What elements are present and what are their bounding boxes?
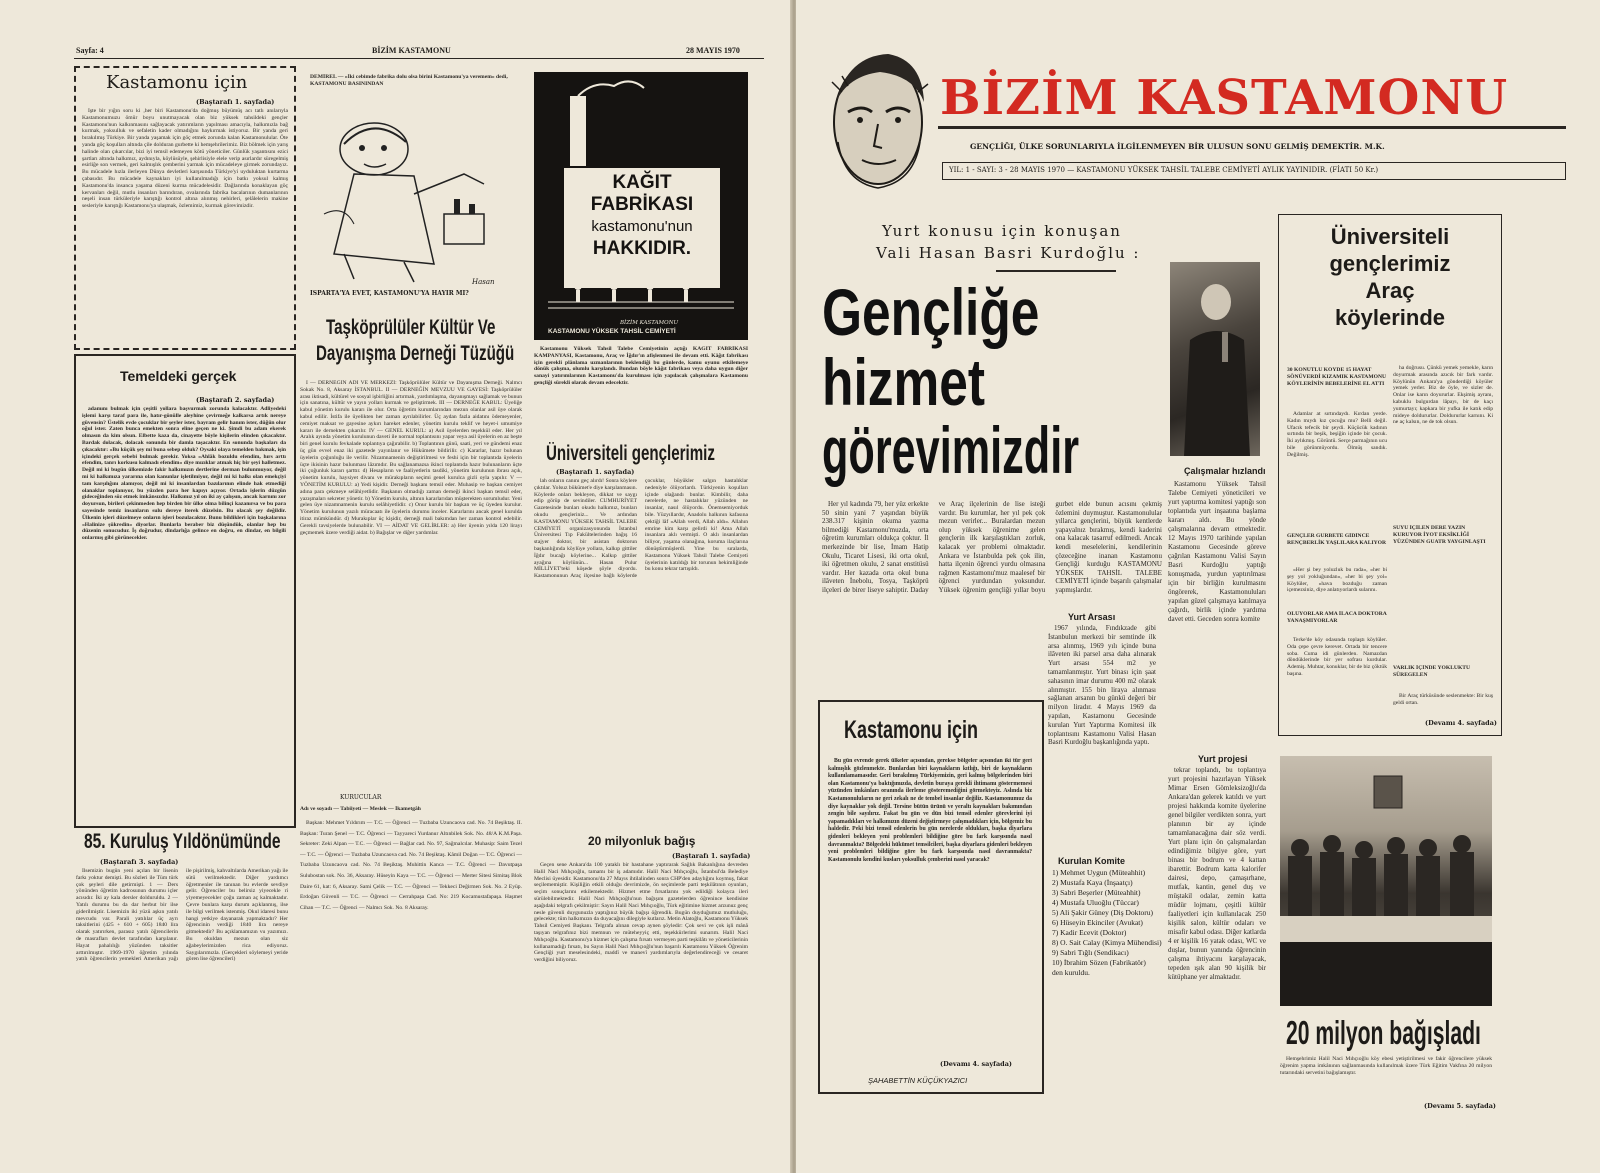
calismalar-text: Kastamonu Yüksek Tahsil Talebe Cemiyeti yöneticileri ve yurt yaptırma komitesi yaptığı son toplantıda yurt inşaatına başlama kararı aldı. Bu yönde çalışmalarına devam etmektedir. 12 Mayıs 1970 tarihinde yapılan Kastamonu Gecesinde göreve çağrılan Kastamonu Valisi Sayın Basri Kurdoğlu yaptığı konuşmada, yurdun yaptırılması için bir birliğin kurulmasını öngörerek, Kastamonuluları yapılan güzel çalışmaya katılmaya çağırdı, birlik içinde yardıma davet etti. Geceden sonra komite (1168, 480, 1266, 623)
headline-line1: Gençliğe (822, 275, 1040, 349)
continuation-note: (Devamı 4. sayfada) (940, 1060, 1012, 1068)
yurt-arsasi-subhead: Yurt Arsası (1068, 612, 1116, 622)
kagit-fabrikasi-poster (534, 72, 748, 340)
committee-member: 10) İbrahim Sözen (Fabrikatör) (1052, 958, 1146, 967)
box-text: Bu gün evrende gerek ülkeler açısından, gerekse bölgeler açısından iki tür geri kalmışlık gözlenmekte. Bunlardan biri kaynakların kıtlığı, biri de kaynakların kullanılamamasıdır. Geri bırakılmış Türkiyemizin, geri kalmış bölgelerinden biri olan Kastamonu'ya baktığımızda, devletin buraya gerekli ihtimamı göstermemesi yüzünden imkânları oranında ilerleme gösteremediğini görmekteyiz. Aslında biz Kastamonuluların ne geri zekalı ne de tembel insanlar değiliz. Kastamonumuz da diye kaynaklar yok değil. Tersine bütün ürünü ve yeraltı kaynakları bakımından zengin bile sayılırız. Fakat bu gün ve dün bizi temsil edenler görevlerini iyi yapamadıkları ve halkımızın düzeni değiştirmeye çalışmadıkları için, bölgemiz bu haldedir. Peki bizi temsil edenlerin bu gün nerelerde oldukları, başka diyarlara gidenleri bekleyen yeni problemleri bildiğine göre bu fark karşısında nasıl davranmakta? Bölgedeki hükümet temsilcileri, başka diyarlara gidenleri bekleyen yeni problemleri bildiğine göre bu fark karşısında nasıl davranmakta? Kastamonulu kendini kusları yoksulluk çemberini nasıl yaracak? (828, 758, 1032, 863)
cartoon-bottom-caption: ISPARTA'YA EVET, KASTAMONU'YA HAYIR MI? (310, 290, 469, 297)
lead-article: Her yıl kadında 79, her yüz erkekte 50 sinin yani 7 yaşından büyük 238.317 kişinin okuma yazma bilmediği Kastamonu'muzda, orta öğretim kurumları oldukça çoktur. İl merkezinde bir lise, İmam Hatip Okulu, Ticaret Lisesi, iki orta okul, iki öğretmen okulu, 2 sanat enstitüsü vardır. Her kazada orta okul buna ilâveten İnebolu, Tosya, Taşköprü ilçeleri de birer liseye sahiptir. Daday ve Araç ilçelerinin de lise isteği vardır. Bu kurumlar, her yıl pek çok mezun verirler... Buralardan mezun olup yüksek öğrenime gelen gençlerin ilk karşılaştıkları zorluk, kalacak yer problemi olmaktadır. Ankara ve İstanbulda pek çok ilin, hatta ilçenin öğrenci yurdu olmasına rağmen Kastamonu'muz maalesef bir öğrenci yurdundan yoksundur. Yüksek öğrenim gençliği yıllar boyu gurbet elde bunun acısını çekmiş özlemini duymuştur. Kastamonulular yıllarca gençlerini, büyük kentlerde yapayalnız bırakmış, kendi kaderini ona kalacak tasarruf edilmedi. Ancak kendi meselelerini, kendilerinin çözeceğine inanan Kastamonu Gençliği kurduğu KASTAMONU YÜKSEK TAHSİL TALEBE CEMİYETİ içinde başarılı çalışmalar yapmışlardır. (822, 500, 1162, 594)
yurt-projesi-text: tekrar toplandı, bu toplantıya yurt projesini hazırlayan Yüksek Mimar Ersen Gömleksizoğlu'da Ankara'dan gelerek katıldı ve yurt projesi hakkında komite üyelerine genel bilgiler verdikten sonra, yurt planının bir ay içinde tamamlanacağına dair söz verdi. Yurt planı için ön çalışmalardan edindiğimiz bilgiye göre, yurt binası bir bodrum ve 4 kattan ibarettir. Bodrum katta kalorifer dairesi, depo, çamaşırhane, mutfak, kantin, genel duş ve müştakil odalar, zemin katta müdür lojmanı, çeşitli kültür faaliyetleri için kullanılacak 250 kişilik salon, kültür odaları ve misafir kabul odası. Diğer katlarda 4 er kişilik 16 yatak odası, WC ve duşlar, bunun yanında öğrencinin çalışma ihtiyacını karşılayacak, tepeden ışık alan 90 kişilik bir kütüphane yer almaktadır. (1168, 766, 1266, 981)
continuation-note: (Devamı 4. sayfada) (1425, 719, 1497, 727)
article-text: İşte bir yığın soru ki ,her biri Kastamonu'da doğmuş büyümüş acı tatlı anılarıyla Kastamonumuzu ömür boyu unutmayacak olan biz yüksek tahsildeki gençler Kastamonu'nun kalkınmasını sağlayacak yatırımların yapılması amacıyla, halkımızla bağ kurmak, yoksulluk ve sefaletin kader olmadığını haykırmak istiyoruz. Bir yanda geri bırakılmış Türkiye. Bir yanda yaşamak için göç etmek zorunda kalan Kastamonulular. Öte yanda göç koşulları altında çile dolduran gurbette ki hemşehrilerimiz. Biz bölmek için yarış halinde olan çıkarcılar, bizi iyi temsil edemeyen kötü yöneticiler. Günlük yaşantısını ezici şartları altında halkımız, aydınıyla, köylüsüyle, şehirlisiyle elele verip asırlardır süregelmiş esirliğe son vermek, geri kalmışlık çemberini yarmak için mücadeleye girmek zorundayız. Bu mücadele hızla ilerleyen Dünya devletleri karşısında Türkiye'yi uyduluktan kurtarma çabasıdır. Bu mücadele kaynakları iyi kullanılmadığı için batkı yoksul kalmış Kastamonu'da insanca yaşama düzeni kurma mücadelesidir. Dağlarında konaklayan göç kervanları değil, mutlu insanları barındıran, ovalarında fabrika bacalarının dumanlarının neşeli insan türküleriyle karıştığı kontrol altına alınmış nehirleri, şelâlelerin makine sesleriyle karıştığı Kastamonu'ya ulaşmak, özlemimiz, kurmak görevimizdir. (82, 108, 288, 210)
cartoon-drawing (314, 104, 510, 294)
headline-line2: hizmet (822, 345, 986, 419)
kicker-line2: Vali Hasan Basri Kurdoğlu : (876, 244, 1141, 262)
uni-subhead-3: ÖLÜYORLAR AMA İLACA DOKTORA YANAŞMIYORLAR (1287, 611, 1387, 624)
continuation-note: (Devamı 5. sayfada) (1424, 1102, 1496, 1110)
issue-info: YIL: 1 - SAYI: 3 - 28 MAYIS 1970 — KASTAMONU YÜKSEK TAHSİL TALEBE CEMİYETİ AYLIK YAYINIDIR. (FİATI 50 Kr.) (949, 166, 1379, 174)
yurt-projesi-subhead: Yurt projesi (1198, 754, 1248, 764)
kurulus-title: 85. Kuruluş Yıldönümünde (84, 830, 281, 853)
universiteli-box (1278, 214, 1502, 736)
kultur-title-line1: Taşköprülüler Kültür Ve (326, 316, 496, 339)
kurucular-label: KURUCULAR (340, 794, 382, 801)
continuation-note: (Baştarafı 2. sayfada) (196, 396, 275, 404)
masthead: BİZİM KASTAMONU (940, 70, 1509, 126)
temeldeki-gercek-box (74, 354, 296, 828)
kultur-title-line2: Dayanışma Derneği Tüzüğü (316, 342, 515, 365)
uni-subhead-1: 30 KONUTLU KÖYDE 15 HAYAT SÖNÜVERDİ KIZAMIK KASTAMONU KÖYLERİNİN BEBELERİNE EL ATTI (1287, 367, 1387, 387)
committee-member: 7) Kadir Ecevit (Doktor) (1052, 928, 1127, 937)
page-number: Sayfa: 4 (76, 46, 104, 55)
uni-text-3: «Her şi bey yoluzluk bu rada», «her bi şey yol yokluğundan», «her bi şey yol» Köylüler, «hava bozduğu zaman içemezsiniz, diye anlatıyorlardı sularını. (1287, 567, 1387, 594)
kurulan-komite-subhead: Kurulan Komite (1058, 856, 1126, 866)
milyon-title: 20 milyonluk bağış (588, 834, 696, 848)
committee-member: den kuruldu. (1052, 968, 1090, 977)
cartoon (300, 68, 518, 304)
milyon-text: Geçen sene Ankara'da 100 yataklı bir hastahane yaptırarak Sağlık Bakanlığına devreden Halil Naci Mıhçıoğlu, tamamı bir iş adamıdır. Halil Naci Mıhçıoğlu, İstanbul'da Belediye Meclisi üyesidir. Kastamonu'da 27 Mayıs ihtilalinden sonra CHP'den adaylığını koymuş, fakat seçilememiştir. Kişiliğin etkili olduğu devrimizde, ön seçimlerde parti teşkilâtının oyunları, seçim sonuçlarını etkilemektedir. Hizmet etme fırsatlarını yok edildiği kolayca ileri sürülebilmektedir. Halil Naci Mıhçıoğlu'nun bağışını gazetelerden öğrenince kendisine aşağıdaki telgrafı çekilmiştir: Sayın Halil Naci Mıhçıoğlu, Türk eğitimine hizmet arzunuz genç nesle güvenli duygunuzla yaptığınız büyük bağışı öğrendik. Bugün duyduğumuz mutluluğu, gelecekte; tüm halkımızın da duyacağını dilegiyle kutlarız. Metin Alatoğlu, Kastamonu Yüksek Tahsil Cemiyeti Başkanı. Telgrafa alınan cevap aynen şöyledir: Çok sevi ve çok işli mânâ taşıyan telgrafınız bizi memnun ve müteheyyiç etti, teşekkürlerimi sunarım. Halil Naci Mıhçıoğlu. Kastamonu'ya hizmet için çalışma fırsatı vermeyen parti teşkilâtı ve yöneticilerinin kullanamadığı fırsatı, bu Sayın Halil Naci Mıhçıoğlu'nun başarılı Kastamonu Yüksek Öğrenim Gençliği yurt meselesindeki, maddî ve manevî yardımlarıyla değerlendireceği ve cesaret verdiğini biliyoruz. (534, 862, 748, 964)
continuation-note: (Baştarafı 1. sayfada) (672, 852, 751, 860)
poster-footer: KASTAMONU YÜKSEK TAHSİL CEMİYETİ (548, 328, 676, 335)
universiteli-headline: Üniversiteli gençlerimiz Araç köylerinde (1329, 224, 1451, 330)
continuation-note: (Baştarafı 1. sayfada) (556, 468, 635, 476)
tagline: GENÇLİĞI, ÜLKE SORUNLARIYLA İLGİLENMEYEN BİR ULUSUN SONU GELMİŞ DEMEKTİR. M.K. (970, 142, 1385, 151)
members-list: Başkan: Mehmet Yıldırım — T.C. — Öğrenci — Tuzbaba Uzuncaova cad. No. 74 Beşiktaş. II. Başkan: Turan Şenel — T.C. Öğrenci — Tayyareci Yurdanur Altınbilek Sok. No. 48/A K.M.Paşa. Sekreter: Zeki Alpan — T.C. — Öğrenci — Bağlar cad. No. 97, Sağmalcılar. Muhasip: Saim Tezel — T.C. — Öğrenci — Tuzbaba Uzuncaova cad. No. 74 Beşiktaş. Kâmil Doğan — T.C. Öğrenci — Tuzbaba Uzuncaova cad. No. 74 Beşiktaş. Muhittin Kanca — T.C. Öğrenci — Davutpaşa Sulubostan sok. No. 36, Aksaray. Hüseyin Kaya — T.C. — Öğrenci — Merter Sitesi Simitaş Blok Daire 61, kat: 6, Aksaray. Sami Çelik — T.C. — Öğrenci — Tekkeci Değirmen Sok. No. 2 Eyüp. Erdoğan Güvenli — T.C. — Öğrenci — Cerrahpaşa Cad. No: 219 Kocamustafapaşa. Haşmet Cihan — T.C. — Öğrenci — Nalmcı Sok. No. 8 Aksaray. (300, 820, 522, 911)
committee-list (1052, 868, 1162, 978)
header-rule (74, 58, 764, 59)
governor-silhouette (1170, 262, 1260, 456)
continuation-note: (Baştarafı 3. sayfada) (100, 858, 179, 866)
yurt-arsasi-text: 1967 yılında, Fındıkzade gibi İstanbulun merkezi bir semtinde ilk arsa alınmış, 1969 yılı içinde buna ilâveten iki parsel arsa daha alınarak Yurt arsası 554 m2 ye tamamlanmıştır. Yurt binası için şaat sahasının imar durumu 400 m2 olarak alınmıştır. 155 bin liraya alınması sağlanan arsanın bu günkü değeri bir milyon liradır. 4 Mayıs 1969 da yapılan, Kastamonu Gecesinde kurulan Yurt Yaptırma Komitesi ilk toplantısını Kastamonu Valisi Hasan Basri Kurdoğlu başkanlığında yaptı. (1048, 624, 1156, 747)
box-title: Kastamonu için (844, 716, 979, 744)
author-name: ŞAHABETTİN KÜÇÜKYAZICI (868, 1076, 968, 1085)
kurulus-text: İlsemizin bugün yeni açılan bir lisenin farkı yoktur demişti. Bu sözleri ile Tüm türk çok şeyleri dile getirmişti. 1 — Ders yönünden öğretim kadrosunun durumu içler acısıdır. İki ay kala dersler dolduruldu. 2 — Yatılı durumu bu da dar herbut bir ilse giderilmiştir. Lisemizin iki yüzü aşkın yatılı mevcudu var. Parali yatılılar üç ayrı taksitlerini (425 + 610 + 605) 1840 lira olarak yatırırken, parasız yatılı öğrencilerin de masrafları devlet tarafından karşılanır. Hayat pahalılığı yüzünden taksitler arttırılmıştır. 1969-1970 öğretim yılında yatılı öğrencilerin yemekleri Amerikan yağı ile pişirilmiş, kahvaltılarda Amerikan yağı ile sütü verilmektedir. Diğer yardımcı öğretmenler ile tanınan bu evlerde sevdiye gelir. Öğrenciler bu belirsiz yiyecekle ri yiyemeyecekler çoğu zaman aç kalmaktadır. Çevre bunlara karşı durum açıklanmış, ilse ile bilgi verilmek istenmiş. Okul idaresi bunu hangi yetkiye dayanarak yapmaktadır? Her öğrencinin verdiği 1840 lira nereye gitmektedir? Bu açıklamamızın vu yazımızı. Bu okuldan mezun olan siz ağabeylerimizden rica ediyoruz. Saygılarımızla. (Gerçekleri söylemeyi yeride gören lise öğrencileri) (76, 868, 288, 963)
left-page (0, 0, 792, 1173)
running-title: BİZİM KASTAMONU (372, 46, 451, 55)
members-header: Adı ve soyadı — Tabiiyeti — Meslek — İkametgâh (300, 806, 421, 812)
article-text: adamını bulmak için çeşitli yollara başvurmak zorunda kalacaktır. Adliyedeki işlemi karşı taraf para ile, hatır-gönülle aleyhine çevirmeğe kalkarsa artık nereye güvensin? Üstelik evde çocuklar bir şeyler ister, bayram gelir hanım ister, düğün olur oğul ister. Zaten bunca emekten sonra eline geçen ne ki. Şimdi bu adam ekerek olmasın da kim olsun. Elbette kaza da, cinayette böyle kişilerin elinden çıkacaktır. Bardak dolacak, dolacak sonunda bir damla taşacaktır. En sonunda başkaları da çıkacaktır: «Bu küçük şey mi buna sebep olduk? Oysaki olaya temelden bakmak, işin içindeki gerçek sebebi bulmak gerekir. Yoksa «Ahlâk bozuldu efendim, hırs arttı efendim, tanrı korkusu kalmadı efendim» diye mızıklar atmak hiç bir şeyi halletmez. Değil mi ki bugün ülkemizde fakir halkımızın dertlerine derman bulunmuyor, değil mi ki halkımıza yararına olan kanunlar işletilmiyor, değil mi ki halkı olan emekçiyi tam karşılığını alamıyor, değil mi ki insanlardan bazılarının elinde hak etmediği olanaklar toplanıyor, bu yüzden para her kapıyı açıyor. Ortada işlerin düzgün gideceğinden söz etmek imkânsızdır. Halkımız yıl on iki ay çalışsın, ancak karnını zor doyursun, birileri çekinmeden hep birden bir ülke olma bilinçi kazanırsa ve bu para sayesinde temiz insanların sulu dereye iterek düzelsin. Bu olacak şey değildir. Ülkenin işleri düzelmeye onların işleri bozulacaktır. Bunu bildikleri için başkalarına «Halinize şükredin» diyorlar. Bunlarla beraber biz düşündük, olanlar hep bu düzenin sonucudur. İş doğrudur, dindarlığa gelince en doğru, en dindar, en bilgili onlarmış gibi görünecekler. (82, 406, 286, 542)
committee-member: 2) Mustafa Kaya (İnşaatçı) (1052, 878, 1133, 887)
front-page (796, 0, 1600, 1173)
uni-text-4: Terke'de köy odasında toplaştı köylüler. Oda çepe çevre kerevet. Ortada bir tencere soba. Cuma idi günlerden. Namazdan döndüklerinde bir yer sofrası kurdular. Ademiş. Muhtar, konuklar, bir de biz çöktük başına. (1287, 637, 1387, 677)
committee-member: 9) Sabri Tığlı (Sendikacı) (1052, 948, 1129, 957)
poster-slogan: KAĞIT FABRİKASI kastamonu'nun HAKKIDIR. (590, 172, 694, 259)
committee-member: 6) Hüseyin Ekinciler (Avukat) (1052, 918, 1143, 927)
bagis-headline: 20 milyon bağışladı (1286, 1014, 1481, 1051)
committee-member: 1) Mehmet Uygun (Müteahhit) (1052, 868, 1146, 877)
cartoonist-signature: Hasan (472, 278, 495, 286)
ataturk-portrait (818, 42, 936, 210)
cartoon-caption: DEMİREL — «İki cebimde fabrika dolu olsa birini Kastamonu'ya veremem» dedi, KASTAMONU BASININDAN (310, 74, 508, 87)
poster-caption: Kastamonu Yüksek Tahsil Talebe Cemiyetinin açtığı KAĞIT FABRİKASI KAMPANYASI, Kastamonu, Araç ve İğdır'ın afişlenmesi ile devam etti. Kâğıt fabrikası için gerekli plânlama uzmanlarının beklendiği bu günlerde, kamu oyunu etkilemeye dönük çalışma, olumlu karşılandı. Bundan böyle kâğıt fabrikası veya daha uygun diğer sanayi yatırımlarının Kastamonu'da kurulması için yapılacak çalışmalara Kastamonu gençliği sürekli olarak devam edecektir. (534, 346, 748, 386)
calismalar-subhead: Çalışmalar hızlandı (1184, 466, 1266, 476)
group-photo-figures (1280, 756, 1492, 1006)
issue-box (942, 162, 1566, 180)
universiteli-text: lah onların canını geç alırdı! Sonra köylere çıktılar. Yolsuz bükümet'e diye karşılanmasın. Köylerde onları bekleyen, dikkat ve saygı edip görüp de sevindiler. CUMHURİYET Gazetesinde bunları okudu halkımız, bunları okudu gençleriniz... Ve ardından KASTAMONU YÜKSEK TAHSİL TALEBE CEMİYETİ organizasyonunda İstanbul Üniversitesi Tıp Fakültelerinden bağış 16 stajyer doktor, bir asistan doktorun başkanlığında köylüye yollara, kalkıp gittiler İğdır bucağı köylerine... Kalkıp gittiler ayağına köylünün... Hasan Pulur MİLLİYET'teki köşede şöyle diyordu. Kastamonunun Araç ilçesine bağlı köylerde çocuklar, büyükler salgın hastalıklar nedeniyle ölüyorlardı. Türkiyenin koşulları içinde olağandı bunlar. Kimbilir, daha nerelerde, ne hastalıklar yüzünden ne insanlar, nasıl ölüyordu. Önemsemiyorduk bile. Yüzyıllardır, Anadolu halkının kafasına çektiği lâf «Allah verdi, Allah aldı». Allahın emrine kim karşı gelirdi ki! Ama Allah insanlara aklı vermişti. O aklı insanlardan biliyor, yaşama olanağına, koruma ilaçlarına dönüştürmüşlerdi. Yine bu sıralarda, Kastamonu Yüksek Tahsil Talebe Cemiyeti üyelerinin katıldığı bir torunun hekimliğinde bu konu tekrar tartışıldı. (534, 478, 748, 580)
kastamonu-icin-box (74, 66, 296, 350)
uni-subhead-5: VARLIK İÇİNDE YOKLUKTU SÜREGELEN (1393, 665, 1471, 678)
kicker-rule (996, 270, 1116, 272)
uni-subhead-2: GENÇLER GURBETE GİDİNCE RENÇBERLİK YAŞLILARA KALIYOR (1287, 533, 1387, 546)
group-photo (1280, 756, 1492, 1006)
governor-photo (1170, 262, 1260, 456)
uni-text-5: Bir Araç türküsünde seslenmekte: Bir kuş geldi ortan. (1393, 693, 1493, 706)
box-title: Kastamonu için (106, 72, 248, 93)
box-title: Temeldeki gerçek (120, 368, 237, 384)
kicker-line1: Yurt konusu için konuşan (882, 222, 1122, 240)
headline-line3: görevimizdir (822, 413, 1080, 487)
committee-member: 8) O. Sait Calay (Kimya Mühendisi) (1052, 938, 1162, 947)
kastamonu-icin-front-box (818, 700, 1044, 1094)
universiteli-title: Üniversiteli gençlerimiz (546, 442, 715, 465)
running-date: 28 MAYIS 1970 (686, 46, 740, 55)
masthead-rule (938, 126, 1566, 129)
committee-member: 5) Ali Şakir Güney (Diş Doktoru) (1052, 908, 1154, 917)
poster-footer-small: BİZİM KASTAMONU (620, 320, 679, 326)
uni-subhead-4: SUYU İÇİLEN DERE YAZIN KURUYOR İYOT EKSİKLİĞİ YÜZÜNDEN GUATR YAYGINLAŞTI (1393, 525, 1486, 545)
bagis-text: Hemşehrimiz Halil Naci Mıhçıoğlu köy ebesi yetiştirilmesi ve fakir öğrencilere yüksek öğrenim yapma imkânının sağlanmasında kullanılmak üzere Türk Eğitim Vakfına 20 milyon tutarındaki servetini bağışlamıştır. (1280, 1056, 1492, 1076)
uni-text-2: ha doğrusu. Çünkü yemek yemekle, karın doyurmak arasında azıcık bir fark vardır. Köylünün Ankara'ya gönderdiği köyüler yemek yerler. Biz de öyle, ve sizler de. Onlar ise karın doyururlar. Ekşimiş ayranı, kabuklu bulgurdan lâpayı, bir de kaçı yumurtayı; kapkara bir yufka ile katık edip mideye doldururlar. Doldururlar karnını. Ki ne aç kalsın, ne de tok olsun. (1393, 365, 1493, 426)
continuation-note: (Baştarafı 1. sayfada) (196, 98, 275, 106)
committee-member: 3) Sabri Beşerler (Müteahhit) (1052, 888, 1141, 897)
kultur-tuzuk-text: I — DERNEĞİN ADI VE MERKEZİ: Taşköprülüler Kültür ve Dayanışma Derneği. Nalmcı Sokak No. 8, Aksaray İSTANBUL. II — DERNEĞİN MEVZUU VE GAYESİ: Taşköprülüler arası iktisadi, kültürel ve sosyal işbirliğini artırmak, yardımlaşma, dayanışmayı sağlamak ve bunun için sanatına, kültür ve yayın yolları kurmak ve geliştirmek. III — DERNEĞE KABUL: Üyeliğe kabul yönetim kurulu kararı ile olur. Orta öğretim kurumlarından mezun olanlar asil üye olarak kabul edilir. İstifa ile üyelikten her zaman ayrılabilirler. Üç aydan fazla aidatını ödemeyenler, cemiyet maksat ve gayesine aykırı hareket edenler, yönetim kurulu teklif ve heyet-i umumiye kararı ile dernekten çıkarılır. IV — GENEL KURUL: a) Asil üyelerden teşekkül eder. Her yıl Aralık ayında yönetim kurulunun daveti ile normal toplantısını yapar veya asil üyelerin en az beşte biri genel kurulu fevkalade toplantıya çağırabilir. b) Toplantının günü, saati, yeri ve gündemi enaz üç gün evvel enaz iki gazetede yayınlanır ve Hükümete bildirilir. c) Kararlar, hazır bulunan üyelerin çoğunluğu ile verilir. Nizamnamenin değiştirilmesi ve feshi için bir toplantıda üyelerin üçte ikisinin hazır bulunması lâzımdır. Bu sağlanamazsa ikinci toplantıda hazır bulunanların üçte iki çoğunluk kararı şarttır. d) Hesapların ve faaliyetlerin tasdiki, yönetim kurulunun ibrası açık, yönetim kurulu, haysiyet divanı ve mürakıpların seçimi genel kurulca gizli oyla yapılır. V — YÖNETİM KURULU: a) Yedi kişidir. Derneği başkanı temsil eder. Muhasip ve başkan cemiyet adına para çekmeye selâhiyetlidir. Başkanın olmadığı zaman derneği ikinci başkan temsil eder, yazışmaları sekreter yönetir. b) Yönetim kurulu, altının kararlarıdan müşterekten sorumludur. Yeni gelen üye nizamnamenin kurulu selâhiyetlidir. c) Onur kurulu bir başkan ve üç üyeden kurulur. Yönetim kurulunun yazılı müracaatı ile üyelerin durumu inceler. Kararlarını ancak genel kurulda itiraz mümkündür. d) Murakıplar üç kişidir, derneği mali bakımdan her zaman kontrol edebilir. Gerekli tavsiyelerde bulunabilir. VI — AİDAT VE GELİRLER: a) Her üyenin yılda 120 lirayı geçmemek üzere verdiği aidat. b) Bağışlar ve diğer yardımlar. (300, 380, 522, 536)
committee-member: 4) Mustafa Uluoğlu (Tüccar) (1052, 898, 1139, 907)
uni-text-1: Adamlar at sırtındaydı. Kırdan yerde. Kadın mıydı kız çocuğu mu? Belli değil. Ufacık tefecik bir şeydi. Küçücük kadının sırtında bir beşik, beşiğin içinde bir çocuk. İki aylıkmış. Görüntü. Serçe parmağının ucu bile görünmüyordu. Ölmüş sandık. Değilmiş. (1287, 411, 1387, 458)
